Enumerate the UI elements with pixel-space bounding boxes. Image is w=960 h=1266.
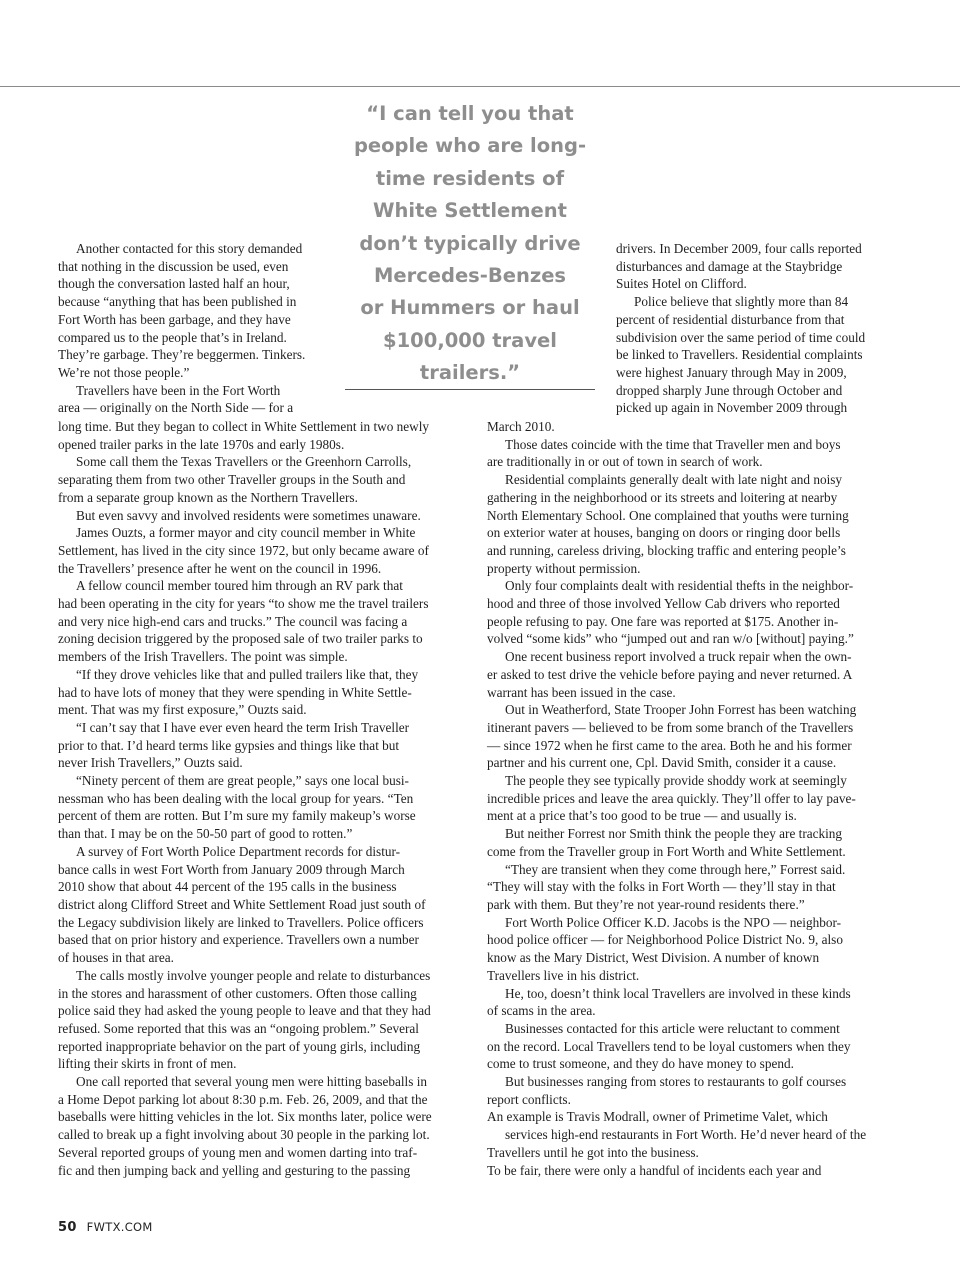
text-line: “They are transient when they come through here,” Forrest said. [505,861,846,877]
pull-quote-rule [345,389,595,390]
text-line: Businesses contacted for this article were reluctant to comment [505,1020,840,1036]
text-line: and running, careless driving, blocking traffic and entering people’s [487,542,846,558]
text-line: people refusing to pay. One fare was reported at $175. Another in- [487,613,839,629]
text-line: had to have lots of money that they were spending in White Settle- [58,684,412,700]
text-line: The calls mostly involve younger people and relate to disturbances [76,967,431,983]
pull-quote-line: or Hummers or haul [360,296,580,320]
text-line: Police believe that slightly more than 84 [634,294,849,310]
left-column-main [58,418,458,1179]
text-line: nessman who has been dealing with the local group for years. “Ten [58,790,414,806]
text-line: 2010 show that about 44 percent of the 195 calls in the business [58,879,397,895]
text-line: the Travellers’ presence after he went on the council in 1996. [58,560,382,576]
text-line: Travellers live in his district. [487,967,640,983]
text-line: come from the Traveller group in Fort Worth and White Settlement. [487,843,846,859]
text-line: a Home Depot parking lot about 8:30 p.m. Feb. 26, 2009, and that the [58,1091,428,1107]
text-line: park with them. But they’re not year-round residents there.” [487,896,805,912]
text-line: warrant has been issued in the case. [487,684,676,700]
text-line: One recent business report involved a truck repair when the own- [505,649,852,665]
text-line: Travellers have been in the Fort Worth [76,382,281,398]
text-line: Travellers until he got into the business. [487,1144,699,1160]
text-line: report conflicts. [487,1091,571,1107]
text-line: had been operating in the city for years “to show me the travel trailers [58,596,429,612]
text-line: opened trailer parks in the late 1970s and early 1980s. [58,436,345,452]
text-line: “I can’t say that I have ever even heard the term Irish Traveller [76,719,410,735]
text-line: of houses in that area. [58,950,174,966]
text-line: ment at a price that’s too good to be true — and usually is. [487,808,797,824]
text-line: hood and three of those involved Yellow Cab drivers who reported [487,596,840,612]
text-line: Out in Weatherford, State Trooper John Forrest has been watching [505,702,857,718]
text-line: Fort Worth has been garbage, and they have [58,311,291,327]
text-line: picked up again in November 2009 through [616,400,848,416]
text-line: incredible prices and leave the area quickly. They’ll offer to lay pave- [487,790,856,806]
text-line: were highest January through May in 2009, [616,364,847,380]
pull-quote-line: don’t typically drive [359,231,581,255]
pull-quote [345,98,595,390]
page-number: 50 [58,1220,77,1235]
right-column-main [487,418,887,1179]
text-line: disturbances and damage at the Staybridge [616,258,843,274]
text-line: “Ninety percent of them are great people,” says one local busi- [76,773,409,789]
pull-quote-line: Mercedes-Benzes [373,264,567,288]
text-line: percent of residential disturbance from that [616,311,845,327]
text-line: — since 1972 when he first came to the area. Both he and his former [487,737,852,753]
text-line: volved “some kids” who “jumped out and ran w/o [without] paying.” [487,631,854,647]
text-line: One call reported that several young men were hitting baseballs in [76,1074,428,1090]
text-line: refused. Some reported that this was an “ongoing problem.” Several [58,1020,419,1036]
pull-quote-line: people who are long- [353,134,587,158]
text-line: drivers. In December 2009, four calls reported [616,241,862,256]
text-line: They’re garbage. They’re beggermen. Tinkers. [58,347,306,363]
text-line: never Irish Travellers,” Ouzts said. [58,755,243,771]
text-line: be linked to Travellers. Residential complaints [616,347,863,363]
right-column-top [616,240,886,417]
pull-quote-line: White Settlement [373,199,567,223]
text-line: on exterior water at houses, banging on doors or ringing door bells [487,525,841,541]
text-line: er asked to test drive the vehicle before paying and never returned. A [487,666,853,682]
text-line: An example is Travis Modrall, owner of Primetime Valet, which [487,1109,828,1125]
site-name: FWTX.COM [86,1220,153,1234]
text-line: March 2010. [487,419,555,434]
text-line: zoning decision triggered by the proposed sale of two trailer parks to [58,631,423,647]
text-line: that nothing in the discussion be used, even [58,258,289,274]
text-line: Settlement, has lived in the city since 1972, but only became aware of [58,542,429,558]
text-line: gathering in the neighborhood or its streets and loitering at nearby [487,489,838,505]
text-line: on the record. Local Travellers tend to be loyal customers when they [487,1038,851,1054]
text-line: But businesses ranging from stores to restaurants to golf courses [505,1074,847,1090]
text-line: from a separate group known as the Northern Travellers. [58,489,358,505]
text-line: North Elementary School. One complained that youths were turning [487,507,849,523]
text-line: A survey of Fort Worth Police Department records for distur- [76,843,401,859]
text-line: He, too, doesn’t think local Travellers are involved in these kinds [505,985,851,1001]
text-line: Those dates coincide with the time that Traveller men and boys [505,436,841,452]
text-line: The people they see typically provide shoddy work at seemingly [505,773,847,789]
text-line: Another contacted for this story demanded [76,241,303,256]
text-line: Residential complaints generally dealt with late night and noisy [505,472,843,488]
text-line: subdivision over the same period of time could [616,329,866,345]
text-line: percent of them are rotten. But I’m sure my family makeup’s worse [58,808,416,824]
text-line: itinerant pavers — believed to be from some branch of the Travellers [487,719,854,735]
text-line: To be fair, there were only a handful of incidents each year and [487,1162,822,1178]
text-line: Fort Worth Police Officer K.D. Jacobs is the NPO — neighbor- [505,914,842,930]
text-line: reported inappropriate behavior on the part of young girls, including [58,1038,421,1054]
top-rule [0,86,960,87]
text-line: lifting their skirts in front of men. [58,1056,237,1072]
text-line: the Legacy subdivision likely are linked to Travellers. Police officers [58,914,424,930]
text-line: because “anything that has been published in [58,294,297,310]
text-line: services high-end restaurants in Fort Worth. He’d never heard of the [505,1127,867,1143]
text-line: in the stores and harassment of other customers. Often those calling [58,985,417,1001]
text-line: We’re not those people.” [58,364,190,380]
text-line: property without permission. [487,560,641,576]
text-line: Only four complaints dealt with residential thefts in the neighbor- [505,578,854,594]
text-line: dropped sharply June through October and [616,382,843,398]
text-line: James Ouzts, a former mayor and city council member in White [76,525,416,541]
text-line: partner and his current one, Cpl. David Smith, consider it a cause. [487,755,837,771]
text-line: police said they had asked the young people to leave and that they had [58,1003,431,1019]
text-line: long time. But they began to collect in White Settlement in two newly [58,419,430,434]
text-line: bance calls in west Fort Worth from January 2009 through March [58,861,405,877]
text-line: Several reported groups of young men and women darting into traf- [58,1144,418,1160]
text-line: But even savvy and involved residents were sometimes unaware. [76,507,421,523]
text-line: based that on prior history and experience. Travellers own a number [58,932,419,948]
pull-quote-line: $100,000 travel [383,328,557,352]
text-line: ment. That was my first exposure,” Ouzts said. [58,702,307,718]
text-line: members of the Irish Travellers. The point was simple. [58,649,348,665]
text-line: fic and then jumping back and yelling and gesturing to the passing [58,1162,411,1178]
left-column-top [58,240,328,417]
text-line: called to break up a fight involving about 30 people in the parking lot. [58,1127,430,1143]
text-line: district along Clifford Street and White Settlement Road just south of [58,896,426,912]
page-footer [58,1220,153,1235]
text-line: than that. I may be on the 50-50 part of good to rotten.” [58,826,353,842]
text-line: Suites Hotel on Clifford. [616,276,747,292]
pull-quote-line: time residents of [375,166,565,190]
text-line: compared us to the people that’s in Ireland. [58,329,287,345]
text-line: Some call them the Texas Travellers or the Greenhorn Carrolls, [76,454,412,470]
text-line: But neither Forrest nor Smith think the people they are tracking [505,826,843,842]
text-line: are traditionally in or out of town in search of work. [487,454,763,470]
text-line: come to trust someone, and they do have money to spend. [487,1056,794,1072]
text-line: separating them from two other Traveller groups in the South and [58,472,406,488]
pull-quote-line: “I can tell you that [366,102,574,125]
text-line: area — originally on the North Side — for a [58,400,294,416]
text-line: “They will stay with the folks in Fort Worth — they’ll stay in that [487,879,836,895]
text-line: hood police officer — for Neighborhood Police District No. 9, also [487,932,843,948]
text-line: A fellow council member toured him through an RV park that [76,578,403,594]
text-line: baseballs were hitting vehicles in the lot. Six months later, police were [58,1109,432,1125]
text-line: know as the Mary District, West Division. A number of known [487,950,820,966]
text-line: of scams in the area. [487,1003,596,1019]
text-line: though the conversation lasted half an hour, [58,276,290,292]
text-line: and very nice high-end cars and trucks.” The council was facing a [58,613,408,629]
pull-quote-line: trailers.” [419,361,521,385]
text-line: prior to that. I’d heard terms like gypsies and things like that but [58,737,400,753]
text-line: “If they drove vehicles like that and pulled trailers like that, they [76,666,419,682]
